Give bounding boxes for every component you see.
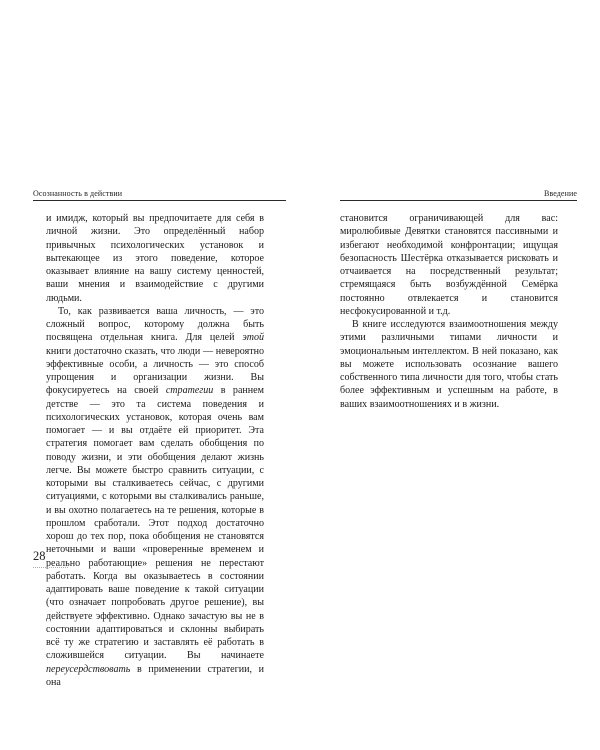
left-page-body: [46, 212, 264, 689]
paragraph: [340, 318, 558, 411]
emphasis-text: стратегии: [165, 385, 214, 397]
body-text: в раннем детстве — это та система поведения и психологических установок, которая очень вам помогает — и вы отдаёте ей приоритет. Эта стратегия помогает вам сделать обобщения по поводу жизни, и эти обобщения делают жизнь легче. Вы можете быстро сравнить ситуации, с которыми вы сталкиваетесь сейчас, с другими ситуациями, с которыми вы сталкивались раньше, и вы охотно полагаетесь на те решения, которые в прошлом сработали. Этот подход достаточно хорош до тех пор, пока обобщения не становятся неточными и ваши «проверенные временем и реально работающие» решения не перестают работать. Когда вы оказываетесь в состоянии адаптировать ваше поведение к такой ситуации (что означает попробовать другое решение), вы действуете эффективно. Однако зачастую вы не в состоянии адаптироваться и склонны выбирать всё ту же стратегию и заставлять её работать в сложившейся ситуации. Вы начинаете: [46, 385, 264, 662]
paragraph: [46, 305, 264, 689]
running-head-left: Осознанность в действии: [33, 189, 123, 198]
emphasis-text: этой: [242, 332, 264, 344]
page-number: 28: [33, 549, 46, 563]
header-rule-left: [33, 200, 286, 201]
running-head-right: Введение: [543, 189, 577, 198]
page-number-rule: [33, 567, 68, 568]
right-page-body: [340, 212, 558, 411]
header-rule-right: [340, 200, 577, 201]
body-text: в применении стратегии, и она: [46, 663, 264, 688]
right-page: [300, 0, 600, 750]
paragraph: [340, 212, 558, 318]
body-text: и имидж, который вы предпочитаете для себя в личной жизни. Это определённый набор привычных психологических установок и вытекающее из этого поведение, которое оказывает влияние на вашу систему ценностей, ваши мнения и взаимодействие с другими людьми.: [46, 213, 264, 304]
body-text: становится ограничивающей для вас: миролюбивые Девятки становятся пассивными и избегают необходимой конфронтации; ищущая безопасность Шестёрка отказывается рисковать и отчаивается на посредственный результат; стремящаяся быть возбуждённой Семёрка постоянно отвлекается и становится несфокусированной и т.д.: [340, 213, 558, 317]
paragraph: [46, 212, 264, 305]
emphasis-text: переусердствовать: [46, 663, 131, 675]
body-text: В книге исследуются взаимоотношения между этими различными типами личности и эмоциональным интеллектом. В ней показано, как вы можете использовать осознание вашего собственного типа личности для того, чтобы стать более эффективным и успешным на работе, в ваших взаимоотношениях и в жизни.: [340, 319, 558, 410]
body-text: То, как развивается ваша личность, — это сложный вопрос, которому должна быть посвящена отдельная книга. Для целей: [46, 305, 264, 344]
body-text: книги достаточно сказать, что люди — невероятно эффективные особи, а личность — это способ упрощения и организации жизни. Вы фокусируетесь на своей: [46, 345, 264, 397]
